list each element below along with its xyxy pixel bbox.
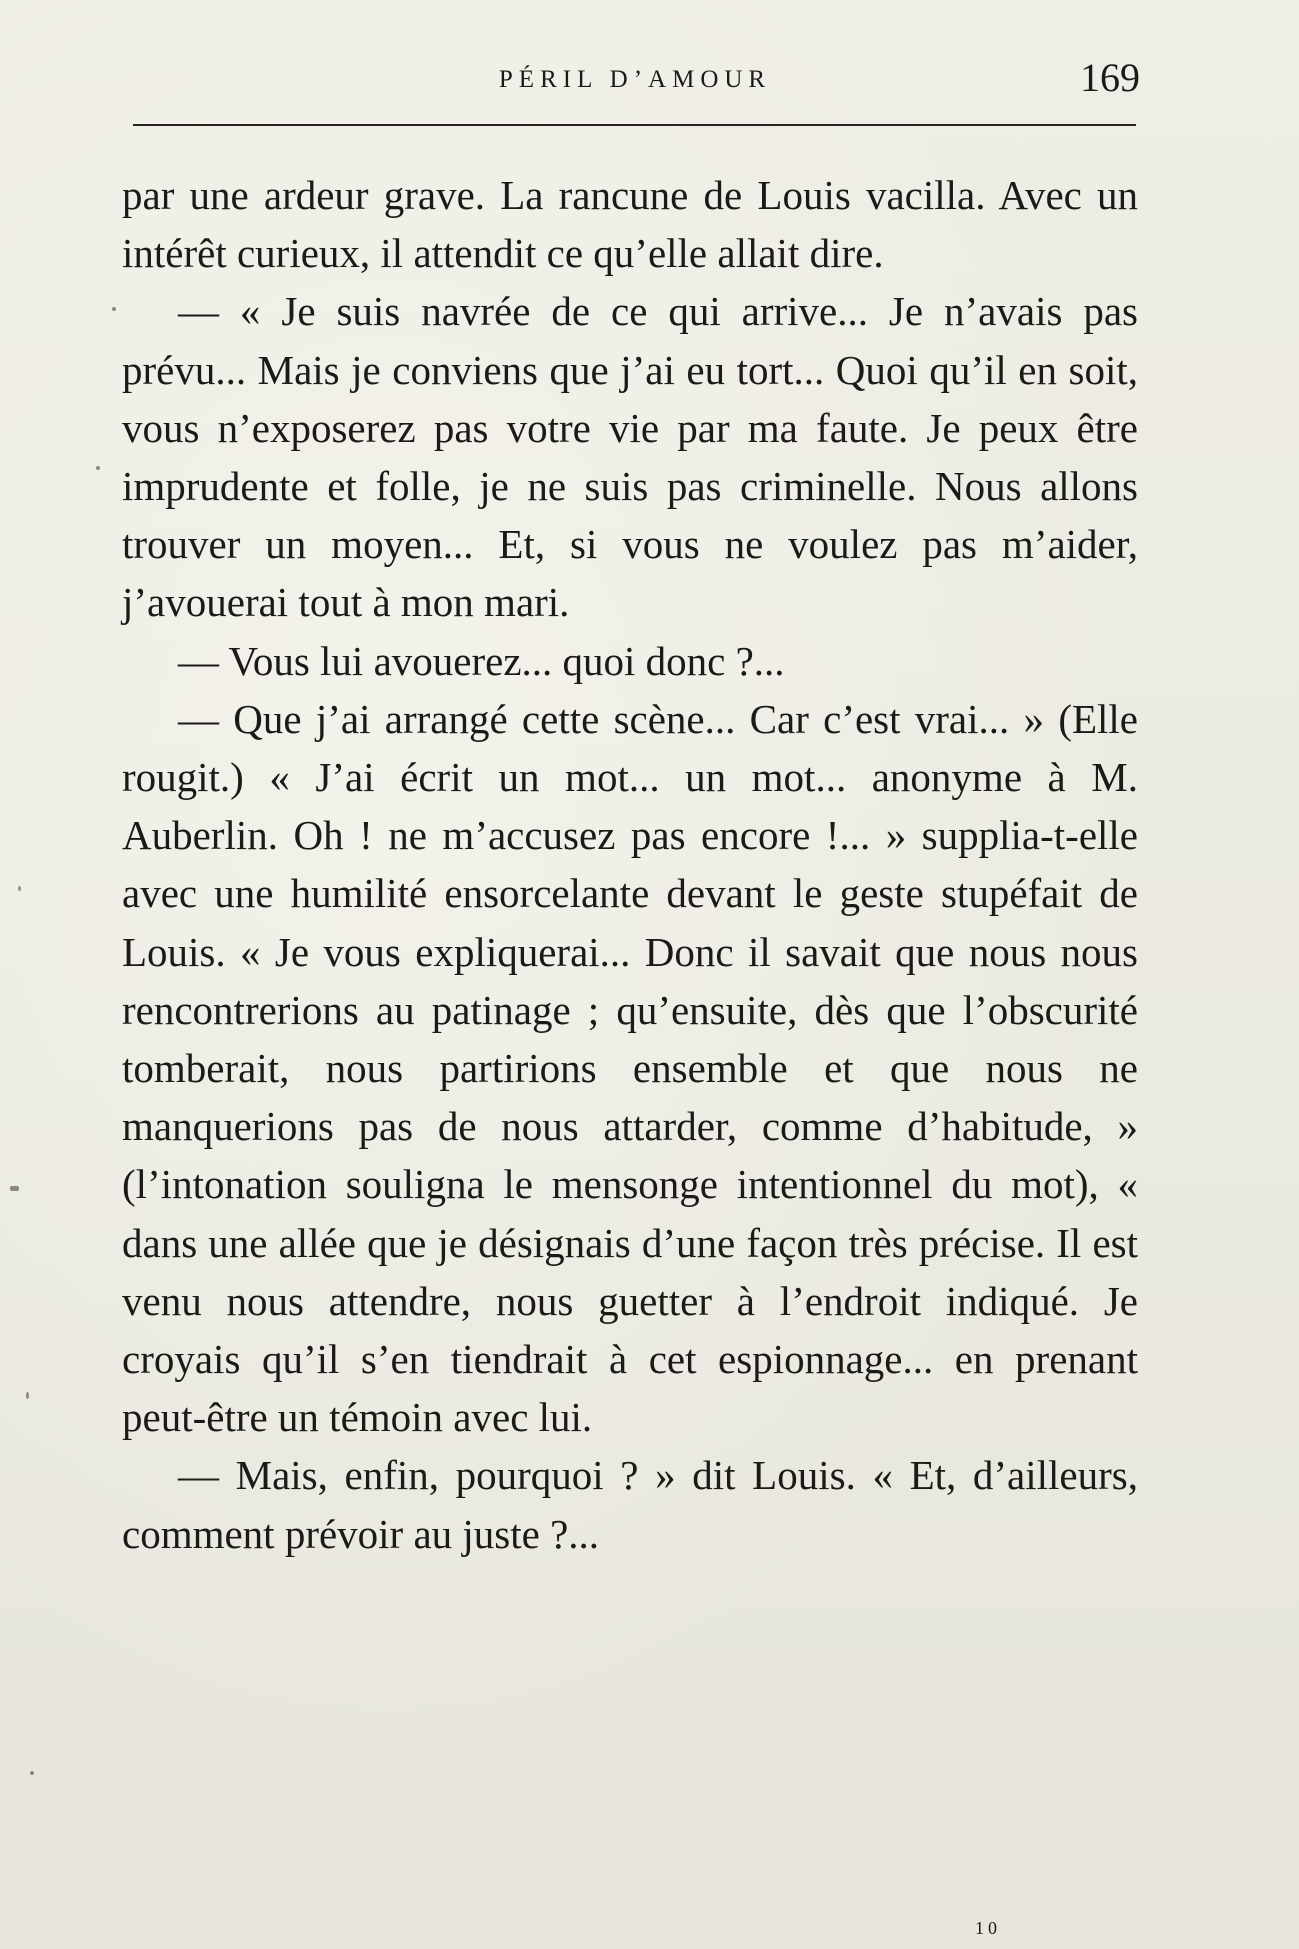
paragraph: — Vous lui avouerez... quoi donc ?... <box>178 637 785 684</box>
paragraph: — Mais, enfin, pourquoi ? » dit Louis. « Et, d’ailleurs, comment prévoir au juste ?... <box>122 1452 1138 1557</box>
paper-speck <box>112 307 116 311</box>
paper-speck <box>18 886 21 891</box>
paragraph: — « Je suis navrée de ce qui arrive... Je n’avais pas prévu... Mais je conviens que j’ai eu tort... Quoi qu’il en soit, vous n’exposerez pas votre vie par ma faute. Je peux être imprudente et folle, je ne suis pas criminelle. Nous allons trouver un moyen... Et, si vous ne voulez pas m’aider, j’avouerai tout à mon mari. <box>122 288 1138 626</box>
running-head <box>130 55 1140 100</box>
page-number: 169 <box>1080 55 1140 100</box>
body-text <box>122 166 1138 1563</box>
running-title: PÉRIL D’AMOUR <box>498 66 772 93</box>
header-rule <box>133 124 1136 126</box>
paragraph: par une ardeur grave. La rancune de Louis vacilla. Avec un intérêt curieux, il attendit ce qu’elle allait dire. <box>122 172 1138 277</box>
paragraph: — Que j’ai arrangé cette scène... Car c’est vrai... » (Elle rougit.) « J’ai écrit un mot... un mot... anonyme à M. Auberlin. Oh ! ne m’accusez pas encore !... » supplia-t-elle avec une humilité ensorcelante devant le geste stupéfait de Louis. « Je vous expliquerai... Donc il savait que nous nous rencontrerions au patinage ; qu’ensuite, dès que l’obscurité tomberait, nous partirions ensemble et que nous ne manquerions pas de nous attarder, comme d’habitude, » (l’intonation souligna le mensonge intentionnel du mot), « dans une allée que je désignais d’une façon très précise. Il est venu nous attendre, nous guetter à l’endroit indiqué. Je croyais qu’il s’en tiendrait à cet espionnage... en prenant peut-être un témoin avec lui. <box>122 695 1138 1441</box>
signature-mark: 10 <box>975 1918 1001 1938</box>
paper-speck <box>96 466 100 470</box>
paper-speck <box>30 1771 34 1775</box>
paper-speck <box>10 1186 19 1191</box>
paper-speck <box>26 1392 29 1399</box>
